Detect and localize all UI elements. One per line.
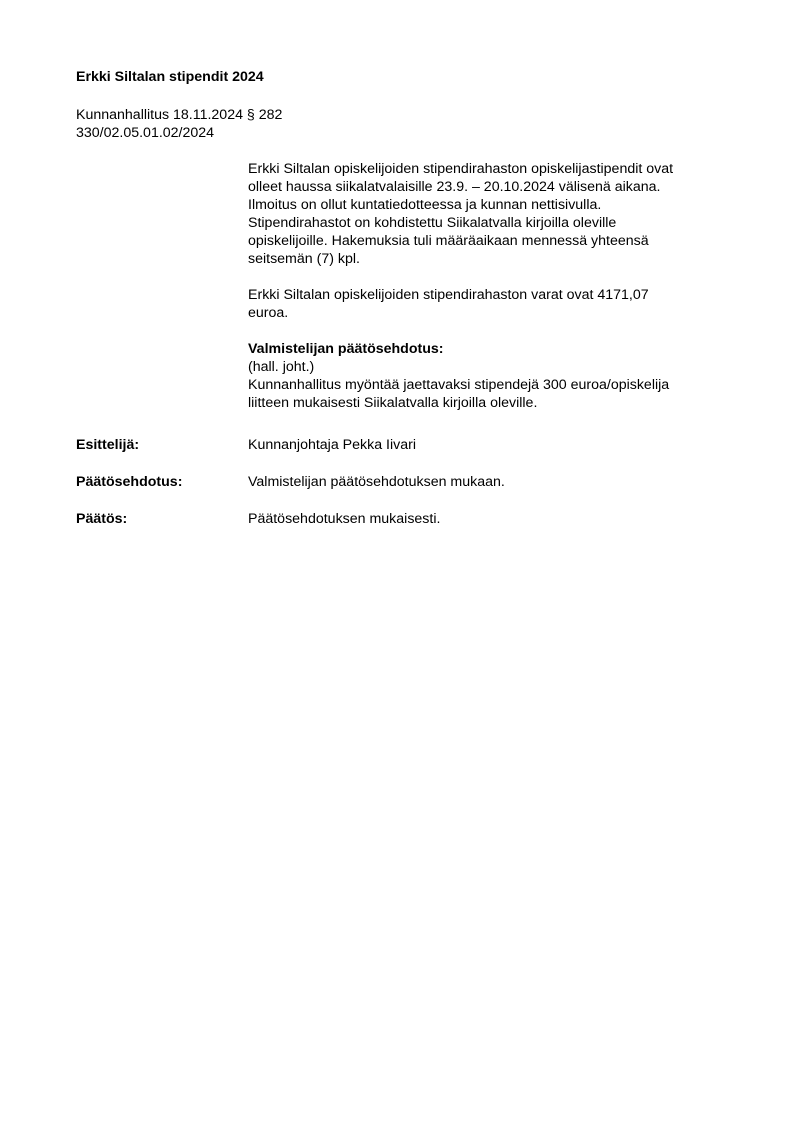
record-number: 330/02.05.01.02/2024 [76, 125, 215, 141]
decision-value: Päätösehdotuksen mukaisesti. [248, 511, 441, 527]
paragraph-spacer [248, 268, 738, 286]
proposal-value: Valmistelijan päätösehdotuksen mukaan. [248, 474, 505, 490]
meeting-line: Kunnanhallitus 18.11.2024 § 282 [76, 107, 283, 123]
proposal-label: Päätösehdotus: [76, 474, 183, 490]
proposal-author: (hall. joht.) [248, 359, 315, 375]
document-title: Erkki Siltalan stipendit 2024 [76, 69, 264, 85]
presenter-label: Esittelijä: [76, 437, 140, 453]
paragraph-spacer [248, 322, 738, 340]
proposal-heading: Valmistelijan päätösehdotus: [248, 341, 444, 357]
proposal-text: Kunnanhallitus myöntää jaettavaksi stipendejä 300 euroa/opiskelija liitteen mukaisesti Siikalatvalla kirjoilla oleville. [248, 377, 670, 411]
presenter-value: Kunnanjohtaja Pekka Iivari [248, 437, 416, 453]
paragraph-background: Erkki Siltalan opiskelijoiden stipendirahaston opiskelijastipendit ovat olleet haussa siikalatvalaisille 23.9. – 20.10.2024 välisenä aikana. Ilmoitus on ollut kuntatiedotteessa ja kunnan nettisivulla. Stipendirahastot on kohdistettu Siikalatvalla kirjoilla oleville opiskelijoille. Hakemuksia tuli määräaikaan mennessä yhteensä seitsemän (7) kpl. [248, 161, 674, 267]
decision-label: Päätös: [76, 511, 128, 527]
paragraph-funds: Erkki Siltalan opiskelijoiden stipendirahaston varat ovat 4171,07 euroa. [248, 287, 649, 321]
body-text [248, 160, 738, 412]
meeting-meta [76, 106, 282, 142]
